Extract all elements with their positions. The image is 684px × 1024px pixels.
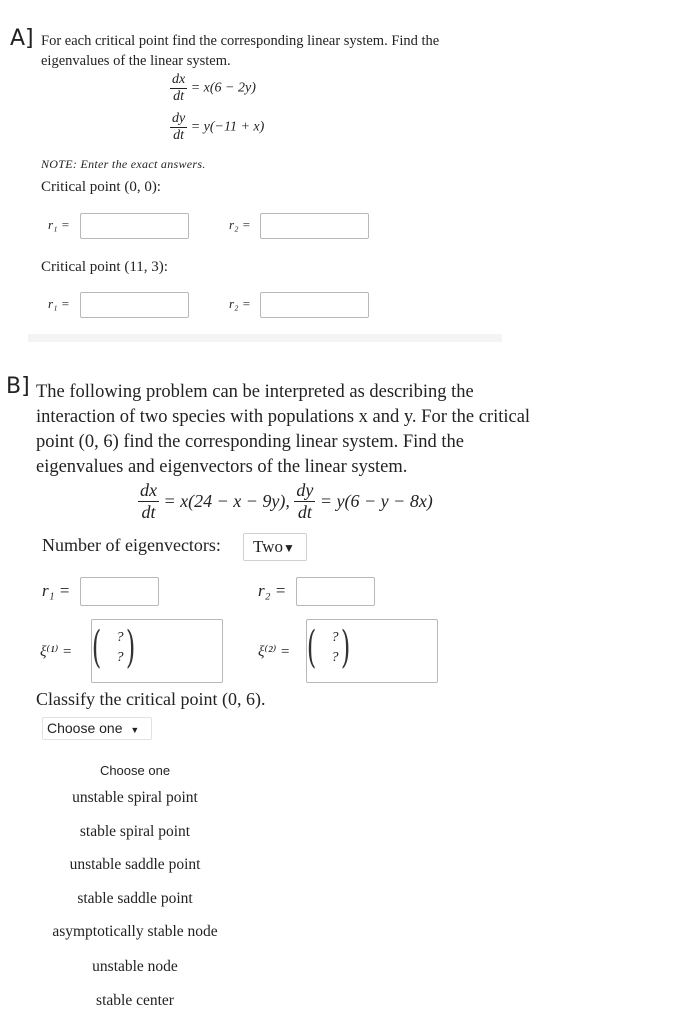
num-eigenvectors-value: Two: [253, 537, 283, 556]
b-eq2-denominator: dt: [297, 502, 312, 522]
option-stable-spiral-point[interactable]: stable spiral point: [79, 823, 191, 840]
num-eigenvectors-label: Number of eigenvectors:: [42, 535, 221, 555]
part-a-intro-line2: eigenvalues of the linear system.: [41, 53, 231, 69]
classification-select[interactable]: [42, 717, 152, 740]
cp1-r2-label: r₂ =: [229, 217, 251, 232]
part-a-bottom-divider: [28, 334, 502, 342]
b-r1-label: r₁ =: [42, 581, 71, 600]
xi1-bottom-entry[interactable]: ?: [116, 650, 124, 665]
caret-down-icon: ▼: [130, 725, 140, 735]
part-a-equation-2: [170, 111, 264, 144]
part-a-intro: [41, 31, 521, 71]
xi2-label: ξ⁽²⁾ =: [258, 644, 291, 660]
part-b-line1: The following problem can be interpreted as describing the: [36, 382, 474, 402]
option-unstable-node[interactable]: unstable node: [92, 958, 178, 975]
eq2-rhs: = y(−11 + x): [190, 119, 265, 135]
num-eigenvectors-select[interactable]: [243, 533, 307, 561]
cp2-r1-label: r₁ =: [48, 296, 70, 311]
option-choose-one[interactable]: Choose one: [99, 763, 171, 778]
b-eq1-rhs: = x(24 − x − 9y),: [163, 491, 290, 511]
part-b-equations: [138, 480, 433, 523]
b-eq2-numerator: dy: [296, 480, 314, 500]
part-b-intro: [36, 380, 596, 480]
part-b-marker: B]: [6, 374, 30, 399]
b-r1-input[interactable]: [80, 577, 159, 606]
xi2-top-entry[interactable]: ?: [331, 630, 339, 645]
xi2-right-paren: ): [340, 622, 351, 673]
critical-point-2-label: Critical point (11, 3):: [41, 259, 168, 275]
cp1-r1-label: r₁ =: [48, 217, 70, 232]
xi1-input-box[interactable]: [91, 619, 223, 683]
classification-select-value: Choose one: [47, 720, 123, 736]
xi2-left-paren: (: [306, 622, 317, 673]
option-stable-center[interactable]: stable center: [96, 992, 174, 1009]
xi2-bottom-entry[interactable]: ?: [331, 650, 339, 665]
b-eq1-numerator: dx: [140, 480, 157, 500]
option-unstable-saddle-point[interactable]: unstable saddle point: [69, 856, 201, 873]
b-eq1-fraction: [138, 480, 159, 523]
b-eq2-rhs: = y(6 − y − 8x): [319, 491, 433, 511]
cp2-r1-input[interactable]: [80, 292, 189, 318]
eq1-numerator: dx: [172, 72, 186, 87]
cp2-r2-input[interactable]: [260, 292, 369, 318]
part-b-line3: point (0, 6) find the corresponding linear system. Find the: [36, 432, 464, 452]
b-r2-input[interactable]: [296, 577, 375, 606]
part-b-line2: interaction of two species with populations x and y. For the critical: [36, 407, 531, 427]
part-a-intro-line1: For each critical point find the corresponding linear system. Find the: [41, 33, 440, 49]
critical-point-1-label: Critical point (0, 0):: [41, 179, 161, 195]
eq2-denominator: dt: [173, 128, 185, 143]
xi2-input-box[interactable]: [306, 619, 438, 683]
part-a-equation-1: [170, 72, 256, 105]
b-eq2-fraction: [294, 480, 315, 523]
option-stable-saddle-point[interactable]: stable saddle point: [77, 890, 193, 907]
eq2-numerator: dy: [172, 111, 186, 126]
xi1-label: ξ⁽¹⁾ =: [40, 644, 73, 660]
option-asymptotically-stable-node[interactable]: asymptotically stable node: [52, 923, 218, 940]
part-a-note: NOTE: Enter the exact answers.: [41, 157, 206, 171]
part-b-line4: eigenvalues and eigenvectors of the linear system.: [36, 457, 408, 477]
eq1-rhs: = x(6 − 2y): [190, 80, 256, 96]
xi1-left-paren: (: [91, 622, 102, 673]
classify-label: Classify the critical point (0, 6).: [36, 689, 266, 709]
cp1-r2-input[interactable]: [260, 213, 369, 239]
eq1-denominator: dt: [173, 89, 185, 104]
xi1-top-entry[interactable]: ?: [116, 630, 124, 645]
part-a-marker: A]: [10, 26, 34, 51]
b-eq1-denominator: dt: [141, 502, 156, 522]
caret-down-icon: ▼: [282, 541, 295, 555]
option-unstable-spiral-point[interactable]: unstable spiral point: [72, 789, 198, 806]
b-r2-label: r₂ =: [258, 581, 287, 600]
xi1-right-paren: ): [125, 622, 136, 673]
cp1-r1-input[interactable]: [80, 213, 189, 239]
cp2-r2-label: r₂ =: [229, 296, 251, 311]
